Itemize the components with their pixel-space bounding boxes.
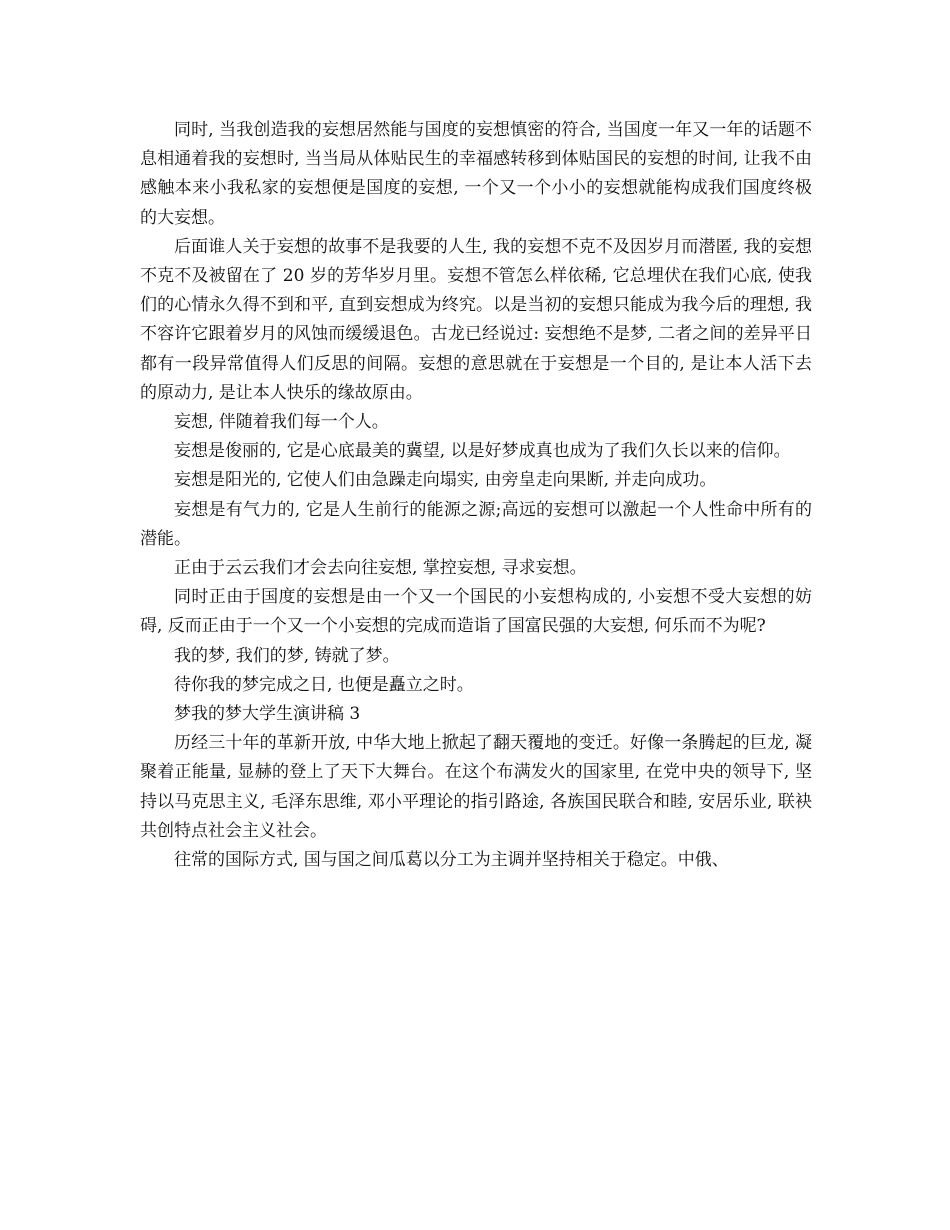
paragraph: 往常的国际方式, 国与国之间瓜葛以分工为主调并坚持相关于稳定。中俄、 [174, 850, 729, 871]
section-heading: 梦我的梦大学生演讲稿 3 [174, 704, 361, 725]
paragraph: 历经三十年的革新开放, 中华大地上掀起了翻天覆地的变迁。好像一条腾起的巨龙, 凝聚着正能量, 显赫的登上了天下大舞台。在这个布满发火的国家里, 在党中央的领导下, 坚持以马克思主义, 毛泽东思维, 邓小平理论的指引路途, 各族国民联合和睦, 安居乐业, 联袂共创特点社会主义社会。 [140, 733, 812, 841]
paragraph: 我的梦, 我们的梦, 铸就了梦。 [174, 645, 400, 666]
document-body [140, 116, 812, 875]
paragraph: 待你我的梦完成之日, 也便是矗立之时。 [174, 674, 474, 695]
paragraph: 妄想是俊丽的, 它是心底最美的冀望, 以是好梦成真也成为了我们久长以来的信仰。 [174, 441, 791, 462]
paragraph: 妄想是阳光的, 它使人们由急躁走向塌实, 由旁皇走向果断, 并走向成功。 [174, 470, 717, 491]
paragraph: 妄想是有气力的, 它是人生前行的能源之源;高远的妄想可以激起一个人性命中所有的潜能。 [140, 499, 812, 549]
paragraph: 正由于云云我们才会去向往妄想, 掌控妄想, 寻求妄想。 [174, 558, 587, 579]
paragraph: 同时正由于国度的妄想是由一个又一个国民的小妄想构成的, 小妄想不受大妄想的妨碍, 反而正由于一个又一个小妄想的完成而造诣了国富民强的大妄想, 何乐而不为呢? [140, 587, 812, 637]
paragraph: 后面谁人关于妄想的故事不是我要的人生, 我的妄想不克不及因岁月而潜匿, 我的妄想不克不及被留在了 20 岁的芳华岁月里。妄想不管怎么样依稀, 它总埋伏在我们心底, 使我们的心情永久得不到和平, 直到妄想成为终究。以是当初的妄想只能成为我今后的理想, 我不容许它跟着岁月的风蚀而缓缓退色。古龙已经说过: 妄想绝不是梦, 二者之间的差异平日都有一段异常值得人们反思的间隔。妄想的意思就在于妄想是一个目的, 是让本人活下去的原动力, 是让本人快乐的缘故原由。 [140, 236, 812, 403]
paragraph: 妄想, 伴随着我们每一个人。 [174, 412, 389, 433]
paragraph: 同时, 当我创造我的妄想居然能与国度的妄想慎密的符合, 当国度一年又一年的话题不息相通着我的妄想时, 当当局从体贴民生的幸福感转移到体贴国民的妄想的时间, 让我不由感触本来小我私家的妄想便是国度的妄想, 一个又一个小小的妄想就能构成我们国度终极的大妄想。 [140, 120, 812, 228]
